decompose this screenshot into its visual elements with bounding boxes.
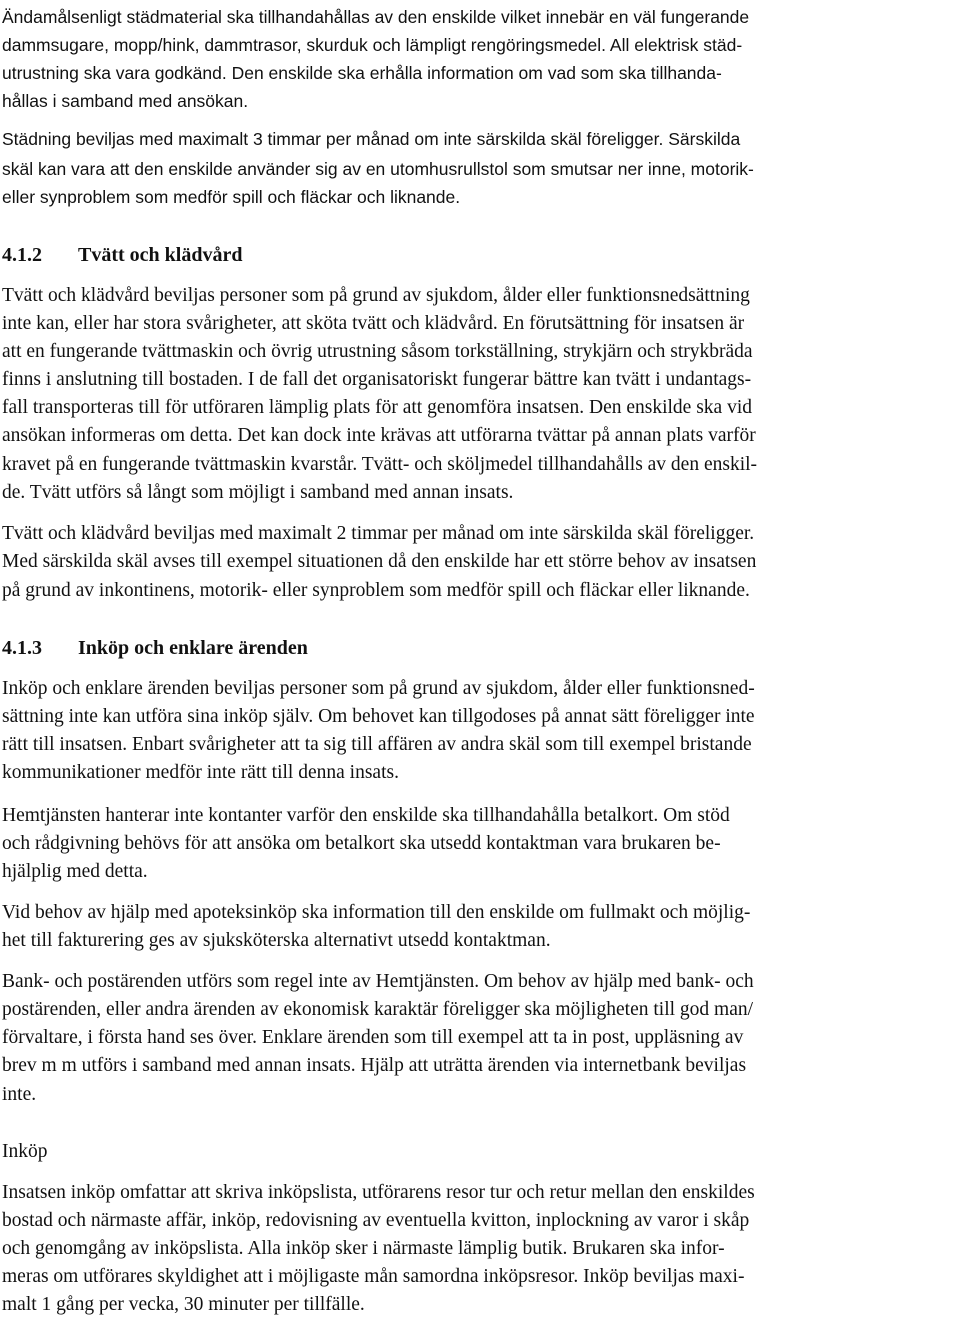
text-line: hjälplig med detta. (2, 861, 148, 882)
text-line: ansökan informeras om detta. Det kan dock inte krävas att utförarna tvättar på annan plats varför (2, 425, 756, 446)
text-line: kravet på en fungerande tvättmaskin kvarstår. Tvätt- och sköljmedel tillhandahålls av den enskil- (2, 454, 758, 475)
text-line: Med särskilda skäl avses till exempel situationen då den enskilde har ett större behov av insatsen (2, 551, 757, 572)
text-line: Vid behov av hjälp med apoteksinköp ska information till den enskilde om fullmakt och möjlig- (2, 902, 751, 923)
section-heading (2, 634, 308, 662)
text-line: på grund av inkontinens, motorik- eller synproblem som medför spill och fläckar eller liknande. (2, 580, 750, 601)
text-line: Tvätt och klädvård beviljas med maximalt 2 timmar per månad om inte särskilda skäl föreligger. (2, 523, 755, 544)
text-line: utrustning ska vara godkänd. Den enskilde ska erhålla information om vad som ska tillhanda- (2, 63, 722, 83)
text-line: Inköp och enklare ärenden beviljas personer som på grund av sjukdom, ålder eller funktionsned- (2, 678, 755, 699)
section-title: Tvätt och klädvård (78, 244, 243, 266)
text-line: rätt till insatsen. Enbart svårigheter att ta sig till affären av andra skäl som till exempel bristande (2, 734, 752, 755)
text-line: malt 1 gång per vecka, 30 minuter per tillfälle. (2, 1294, 365, 1315)
text-line: skäl kan vara att den enskilde använder sig av en utomhusrullstol som smutsar ner inne, motorik- (2, 159, 754, 179)
text-line: Hemtjänsten hanterar inte kontanter varför den enskilde ska tillhandahålla betalkort. Om stöd (2, 805, 730, 826)
text-line: postärenden, eller andra ärenden av ekonomisk karaktär föreligger ska möjligheten till god man/ (2, 999, 754, 1020)
text-line: att en fungerande tvättmaskin och övrig utrustning såsom torkställning, strykjärn och strykbräda (2, 341, 753, 362)
text-line: Städning beviljas med maximalt 3 timmar per månad om inte särskilda skäl föreligger. Särskilda (2, 129, 741, 149)
text-line: inte. (2, 1084, 37, 1105)
text-line: och rådgivning behövs för att ansöka om betalkort ska utsedd kontaktman vara brukaren be- (2, 833, 721, 854)
text-line: brev m m utförs i samband med annan insats. Hjälp att uträtta ärenden via internetbank beviljas (2, 1055, 747, 1076)
text-line: Bank- och postärenden utförs som regel inte av Hemtjänsten. Om behov av hjälp med bank- och (2, 971, 754, 992)
text-line: Tvätt och klädvård beviljas personer som på grund av sjukdom, ålder eller funktionsnedsättning (2, 285, 750, 306)
text-line: finns i anslutning till bostaden. I de fall det organisatoriskt fungerar bättre kan tvätt i undantags- (2, 369, 752, 390)
text-line: bostad och närmaste affär, inköp, redovisning av eventuella kvitton, inplockning av varor i skåp (2, 1210, 750, 1231)
text-line: sättning inte kan utföra sina inköp själv. Om behovet kan tillgodoses på annat sätt föreligger inte (2, 706, 755, 727)
text-line: het till fakturering ges av sjuksköterska alternativt utsedd kontaktman. (2, 930, 551, 951)
section-title: Inköp och enklare ärenden (78, 637, 308, 659)
text-line: förvaltare, i första hand ses över. Enklare ärenden som till exempel att ta in post, uppläsning av (2, 1027, 744, 1048)
text-line: meras om utförares skyldighet att i möjligaste mån samordna inköpsresor. Inköp beviljas maxi- (2, 1266, 745, 1287)
text-line: de. Tvätt utförs så långt som möjligt i samband med annan insats. (2, 482, 514, 503)
text-line: fall transporteras till för utföraren lämplig plats för att genomföra insatsen. Den enskilde ska vid (2, 397, 752, 418)
section-number: 4.1.2 (2, 244, 42, 266)
section-number: 4.1.3 (2, 637, 42, 659)
text-line: kommunikationer medför inte rätt till denna insats. (2, 762, 399, 783)
text-line: Ändamålsenligt städmaterial ska tillhandahållas av den enskilde vilket innebär en väl fungerande (2, 7, 750, 27)
subheading: Inköp (2, 1141, 48, 1162)
section-heading (2, 241, 242, 269)
text-line: inte kan, eller har stora svårigheter, att sköta tvätt och klädvård. En förutsättning för insatsen är (2, 313, 745, 334)
text-line: eller synproblem som medför spill och fläckar och liknande. (2, 187, 461, 207)
text-line: dammsugare, mopp/hink, dammtrasor, skurduk och lämpligt rengöringsmedel. All elektrisk städ- (2, 35, 743, 55)
text-line: och genomgång av inköpslista. Alla inköp sker i närmaste lämplig butik. Brukaren ska infor- (2, 1238, 725, 1259)
text-line: Insatsen inköp omfattar att skriva inköpslista, utförarens resor tur och retur mellan den enskildes (2, 1182, 755, 1203)
text-line: hållas i samband med ansökan. (2, 91, 249, 111)
